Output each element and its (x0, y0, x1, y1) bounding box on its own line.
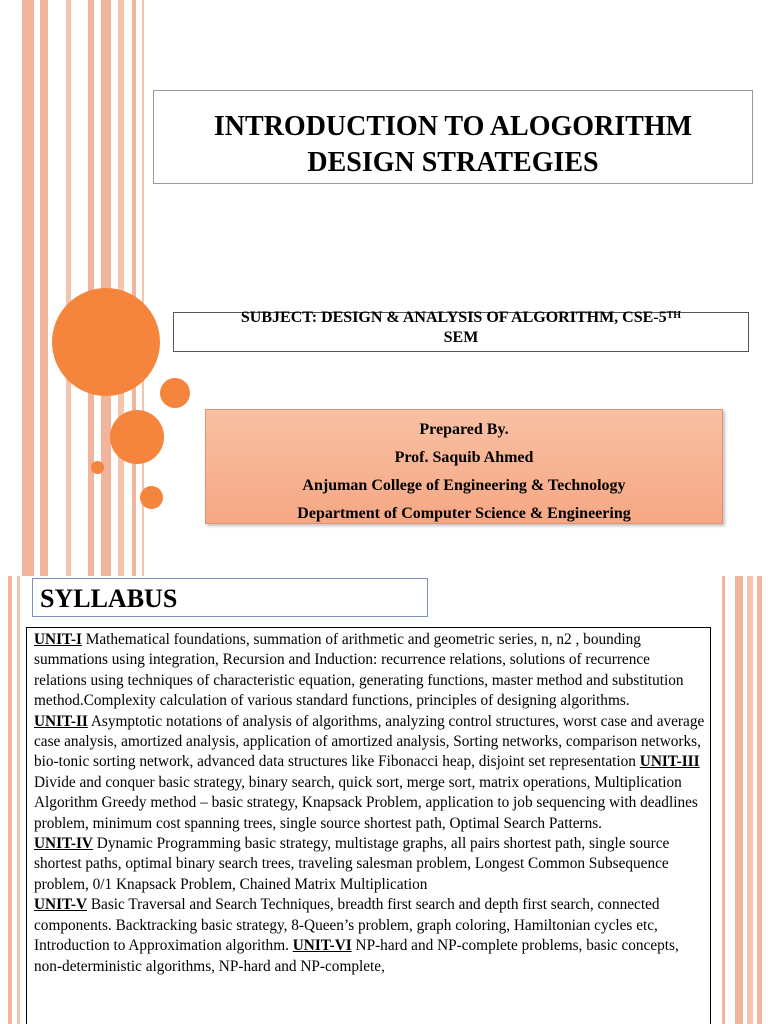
prepared-by-box (205, 409, 723, 524)
decor-stripe (735, 576, 743, 1024)
unit-text: Mathematical foundations, summation of arithmetic and geometric series, n, n2 , bounding summations using integration, Recursion and Induction: recurrence relations, solutions of recurrence relations using techniques of characteristic equation, generating functions, master method and substitution method.Complexity calculation of various standard functions, principles of designing algorithms. (34, 631, 684, 710)
prepared-label: Prepared By. (419, 421, 509, 438)
unit-text: Dynamic Programming basic strategy, multistage graphs, all pairs shortest path, single source shortest paths, optimal binary search trees, traveling salesman problem, Longest Common Subsequence problem, 0/1 Knapsack Problem, Chained Matrix Multiplication (34, 835, 670, 893)
title-line-2: DESIGN STRATEGIES (307, 147, 599, 178)
decor-stripe (757, 576, 762, 1024)
unit-block (34, 895, 706, 977)
unit-label: UNIT-II (34, 712, 88, 730)
decor-circle (110, 410, 164, 464)
title-line-1: INTRODUCTION TO ALOGORITHM (213, 111, 693, 142)
unit-block (34, 630, 706, 712)
subject-box (173, 309, 749, 352)
decor-stripe (88, 0, 94, 576)
college-name: Anjuman College of Engineering & Technology (302, 477, 626, 494)
unit-text: Divide and conquer basic strategy, binary search, quick sort, merge sort, matrix operations, Multiplication Algorithm Greedy method – basic strategy, Knapsack Problem, application to job sequencing with deadlines problem, minimum cost spanning trees, single source shortest path, Optimal Search Patterns. (34, 773, 698, 832)
syllabus-content-box (26, 627, 711, 1024)
decor-circle (160, 378, 190, 408)
decor-circle-small (91, 461, 104, 474)
unit-label: UNIT-III (639, 753, 700, 771)
decor-stripe (132, 0, 136, 576)
unit-label: UNIT-V (34, 896, 87, 914)
subject-text: SUBJECT: DESIGN & ANALYSIS OF ALGORITHM, CSE-5 (240, 309, 667, 326)
decor-circle-large (52, 288, 160, 396)
syllabus-text (34, 630, 706, 977)
decor-circle (140, 486, 163, 509)
title-box (153, 90, 753, 184)
subject-line-1 (174, 310, 748, 326)
decor-stripe (747, 576, 753, 1024)
decor-stripe (17, 576, 20, 1024)
unit-block (34, 834, 706, 895)
decor-stripe (66, 0, 71, 576)
subject-superscript: TH (666, 310, 682, 321)
decor-stripe (722, 576, 725, 1024)
subject-line-2: SEM (443, 329, 479, 346)
unit-label: UNIT-VI (292, 937, 352, 955)
unit-text: Basic Traversal and Search Techniques, breadth first search and depth first search, connected components. Backtracking basic strategy, 8-Queen’s problem, graph coloring, Hamiltonian cycles etc, Introduction to Approximation algorithm. (34, 896, 660, 955)
unit-label: UNIT-IV (34, 835, 93, 853)
unit-text: NP-hard and NP-complete problems, basic concepts, non-deterministic algorithms, NP-hard and NP-complete, (34, 937, 679, 975)
unit-text: Asymptotic notations of analysis of algorithms, analyzing control structures, worst case and average case analysis, amortized analysis, application of amortized analysis, Sorting networks, comparison networks, bio-tonic sorting network, advanced data structures like Fibonacci heap, disjoint set representation (34, 712, 705, 771)
syllabus-slide (0, 576, 768, 1024)
author-name: Prof. Saquib Ahmed (394, 449, 534, 466)
syllabus-heading-box (32, 578, 428, 617)
syllabus-heading: SYLLABUS (40, 584, 178, 613)
decor-stripe (40, 0, 48, 576)
department-name: Department of Computer Science & Engineering (297, 505, 631, 522)
decor-stripe (22, 0, 34, 576)
unit-label: UNIT-I (34, 631, 82, 648)
unit-block (34, 712, 706, 834)
decor-stripe (118, 0, 124, 576)
decor-stripe (8, 576, 12, 1024)
